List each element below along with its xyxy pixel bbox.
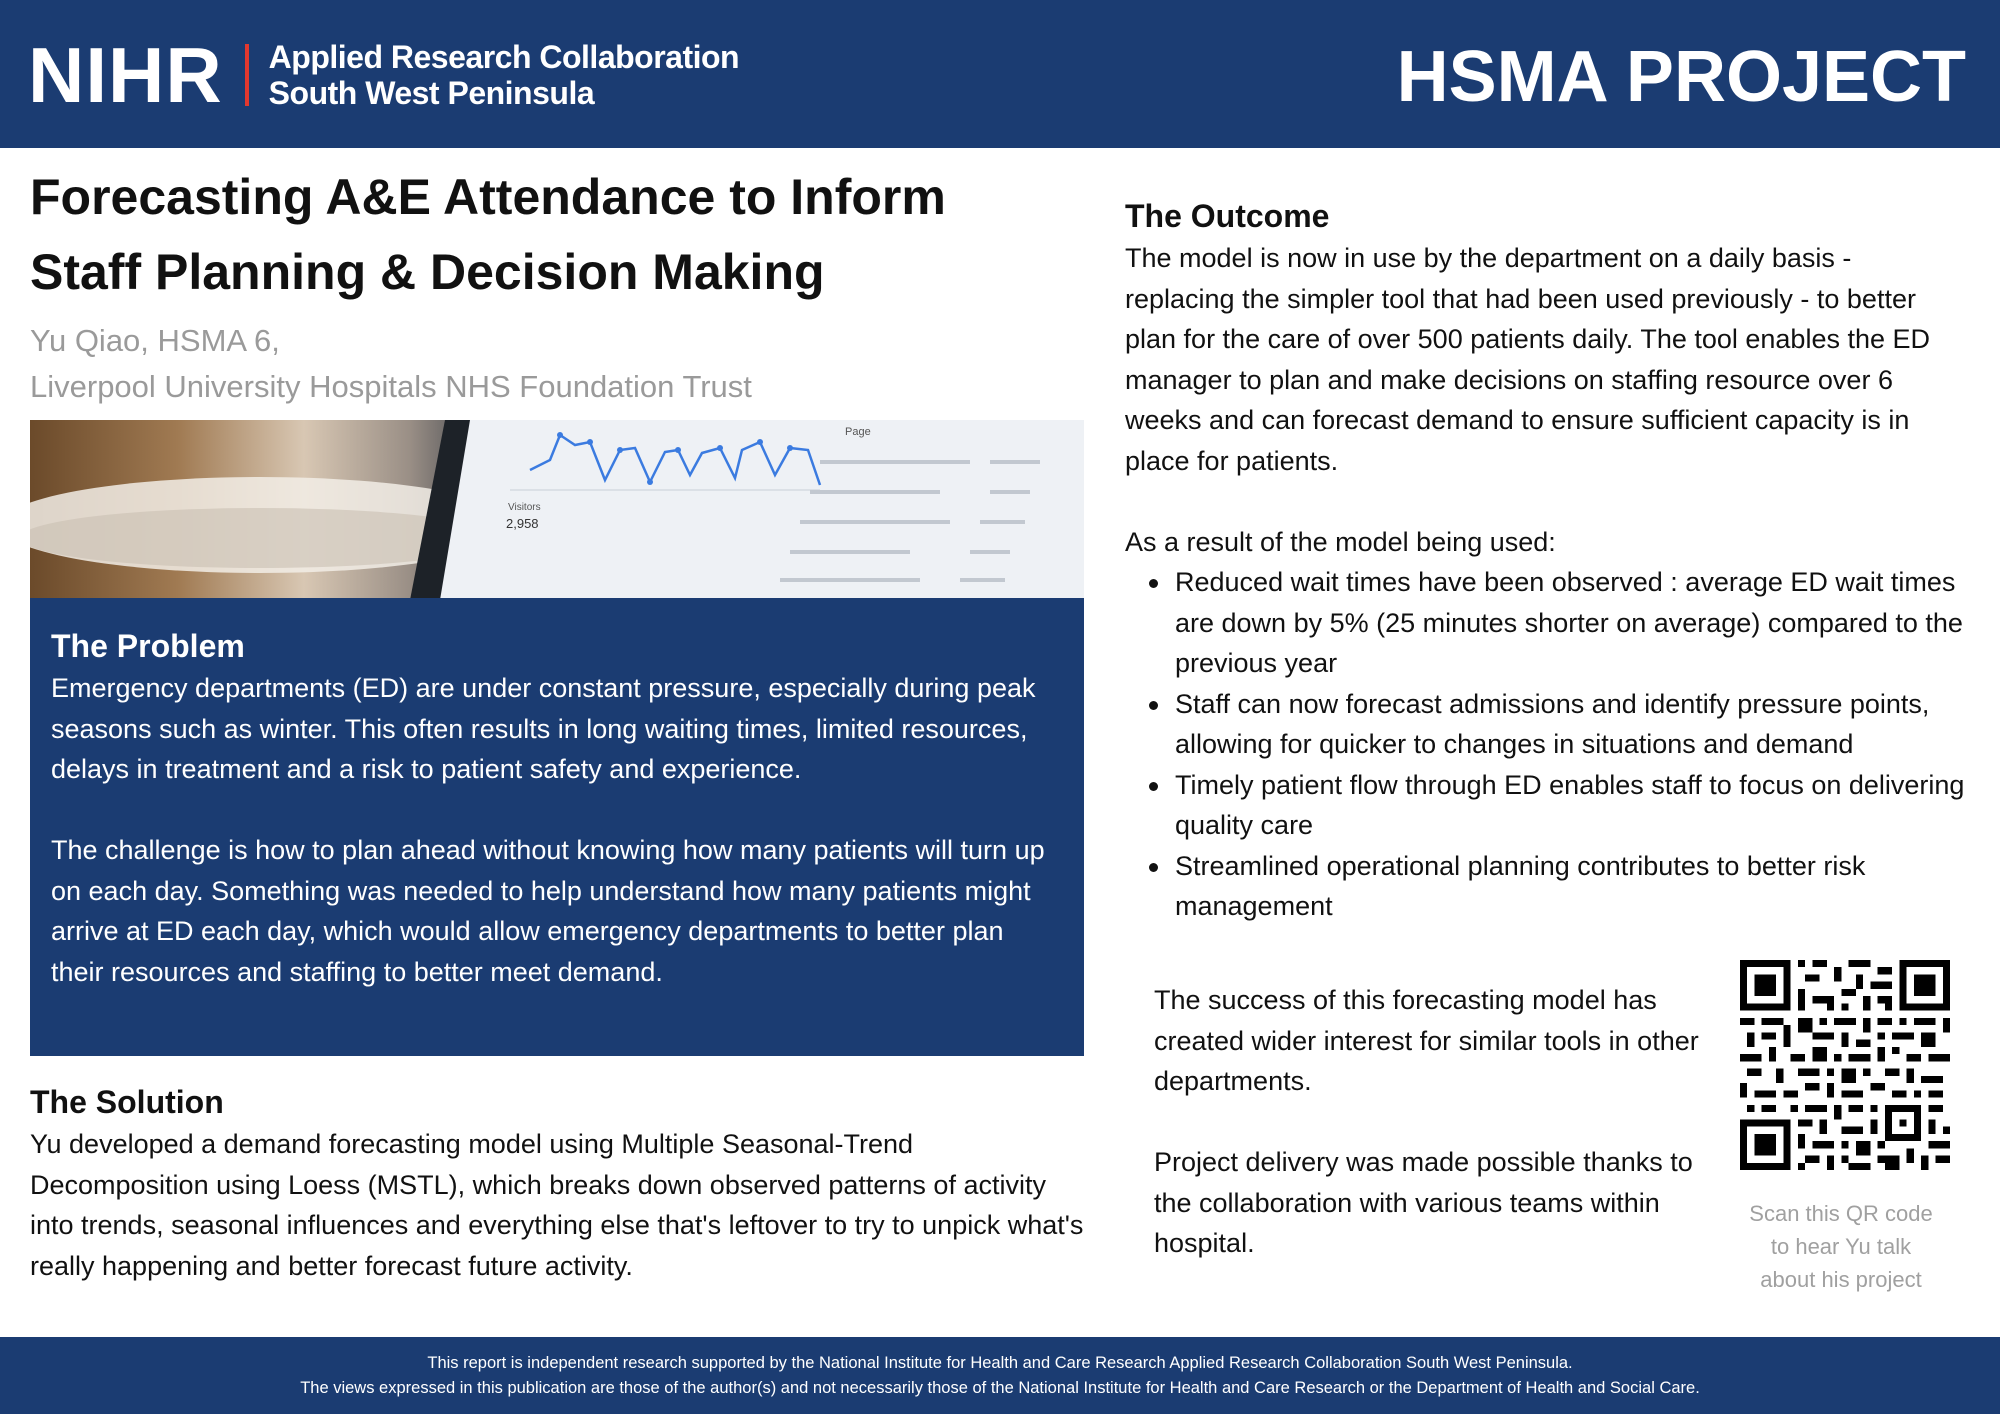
outcome-section — [1125, 194, 1965, 927]
logo-line-2: South West Peninsula — [268, 75, 595, 111]
logo-nihr-wordmark: NIHR — [28, 31, 223, 119]
page-title — [30, 160, 1070, 310]
footer-disclaimer-1: This report is independent research supported by the National Institute for Health and Care Research Applied Research Collaboration South West Peninsula. — [427, 1354, 1573, 1372]
solution-paragraph: Yu developed a demand forecasting model using Multiple Seasonal-Trend Decomposition using Loess (MSTL), which breaks down observed patterns of activity into trends, seasonal influences and everything else that's leftover to try to unpick what's really happening and better forecast future activity. — [30, 1129, 1084, 1281]
qr-code-icon[interactable] — [1740, 960, 1950, 1170]
footer-banner — [0, 1337, 2000, 1414]
list-item — [1175, 846, 1965, 927]
bullet-icon — [1149, 701, 1158, 710]
qr-caption-line-1: Scan this QR code — [1749, 1201, 1933, 1226]
problem-paragraph-2: The challenge is how to plan ahead without knowing how many patients will turn up on each day. Something was needed to help understand how many patients might arrive at ED each day, which would allow emergency departments to better plan their resources and staffing to better meet demand. — [51, 835, 1045, 987]
list-item — [1175, 684, 1965, 765]
hero-visitors-label: Visitors — [508, 502, 541, 513]
logo-subtitle — [269, 39, 739, 111]
footer-disclaimer-2: The views expressed in this publication are those of the author(s) and not necessarily those of the National Institute for Health and Care Research or the Department of Health and Social Care. — [300, 1379, 1700, 1397]
qr-caption-line-3: about his project — [1760, 1267, 1922, 1292]
hero-visitors-value: 2,958 — [506, 516, 539, 531]
bullet-text: Timely patient flow through ED enables staff to focus on delivering quality care — [1175, 769, 1965, 840]
outcome-result-intro: As a result of the model being used: — [1125, 526, 1556, 557]
hero-page-label: Page — [845, 426, 871, 438]
logo-line-1: Applied Research Collaboration — [268, 39, 740, 75]
problem-heading: The Problem — [51, 628, 245, 664]
tablet-illustration — [30, 420, 1084, 600]
project-label: HSMA PROJECT — [1396, 37, 1966, 117]
bullet-text: Staff can now forecast admissions and identify pressure points, allowing for quicker to changes in situations and demand — [1175, 688, 1930, 759]
bullet-icon — [1149, 863, 1158, 872]
bullet-text: Streamlined operational planning contributes to better risk management — [1175, 850, 1866, 921]
closing-section — [1154, 980, 1714, 1264]
qr-caption-line-2: to hear Yu talk — [1770, 1234, 1912, 1259]
author-name: Yu Qiao, HSMA 6, — [30, 323, 280, 358]
closing-paragraph-2: Project delivery was made possible thanks to the collaboration with various teams within hospital. — [1154, 1147, 1693, 1258]
solution-section — [30, 1080, 1090, 1286]
outcome-bullet-list — [1125, 562, 1965, 927]
title-line-1: Forecasting A&E Attendance to Inform — [30, 169, 946, 225]
outcome-heading: The Outcome — [1125, 198, 1330, 234]
problem-section — [30, 598, 1084, 1056]
title-line-2: Staff Planning & Decision Making — [30, 244, 825, 300]
solution-heading: The Solution — [30, 1084, 224, 1120]
author-info — [30, 318, 752, 410]
problem-paragraph-1: Emergency departments (ED) are under constant pressure, especially during peak seasons such as winter. This often results in long waiting times, limited resources, delays in treatment and a risk to patient safety and experience. — [51, 673, 1036, 784]
nihr-logo[interactable] — [28, 31, 740, 119]
bullet-icon — [1149, 782, 1158, 791]
list-item — [1175, 765, 1965, 846]
bullet-icon — [1149, 579, 1158, 588]
list-item — [1175, 562, 1965, 684]
logo-divider — [245, 44, 249, 106]
closing-paragraph-1: The success of this forecasting model has created wider interest for similar tools in other departments. — [1154, 985, 1699, 1096]
qr-caption — [1730, 1197, 1952, 1296]
hero-image — [30, 420, 1084, 600]
author-organisation: Liverpool University Hospitals NHS Foundation Trust — [30, 369, 752, 404]
bullet-text: Reduced wait times have been observed : average ED wait times are down by 5% (25 minutes shorter on average) compared to the previous year — [1175, 567, 1963, 678]
header-banner — [0, 0, 2000, 148]
outcome-paragraph: The model is now in use by the department on a daily basis - replacing the simpler tool that had been used previously - to better plan for the care of over 500 patients daily. The tool enables the ED manager to plan and make decisions on staffing resource over 6 weeks and can forecast demand to ensure sufficient capacity is in place for patients. — [1125, 243, 1931, 476]
